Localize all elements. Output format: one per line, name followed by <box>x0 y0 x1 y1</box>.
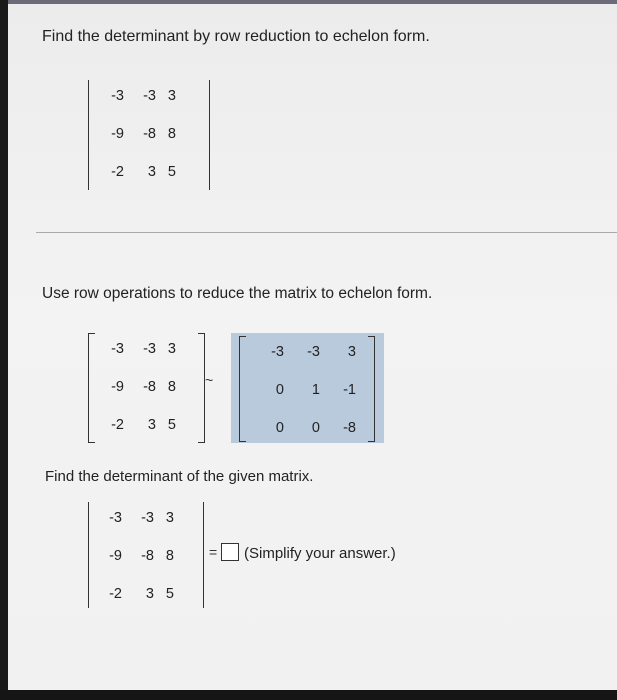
matrix-cell: -3 <box>143 341 156 357</box>
answer-hint: (Simplify your answer.) <box>244 545 396 562</box>
matrix-cell: -8 <box>143 379 156 395</box>
matrix-cell: 3 <box>167 88 176 104</box>
matrix-cell: 5 <box>167 164 176 180</box>
echelon-cell[interactable]: 1 <box>311 382 320 398</box>
matrix-grid-1 <box>98 77 176 191</box>
matrix-cell: 8 <box>165 548 174 564</box>
bottom-edge <box>0 690 617 700</box>
echelon-cell[interactable]: -8 <box>343 420 356 436</box>
top-bar <box>8 0 617 4</box>
matrix-bracket-right <box>198 333 205 443</box>
echelon-cell[interactable]: 0 <box>311 420 320 436</box>
matrix-cell: -2 <box>109 586 122 602</box>
matrix-cell: 8 <box>167 126 176 142</box>
matrix-cell: -8 <box>141 548 154 564</box>
matrix-cell: 5 <box>167 417 176 433</box>
matrix-cell: -3 <box>141 510 154 526</box>
echelon-cell[interactable]: -1 <box>343 382 356 398</box>
echelon-cell[interactable]: -3 <box>307 344 320 360</box>
step2-instruction: Find the determinant of the given matrix. <box>45 468 314 485</box>
problem-title: Find the determinant by row reduction to echelon form. <box>42 28 430 45</box>
row-equivalent-symbol: ~ <box>205 372 214 388</box>
matrix-cell: 5 <box>165 586 174 602</box>
step1-instruction: Use row operations to reduce the matrix to echelon form. <box>42 285 433 302</box>
echelon-grid <box>248 333 356 447</box>
equals-sign: = <box>209 544 218 560</box>
echelon-cell[interactable]: 3 <box>347 344 356 360</box>
determinant-answer-input[interactable] <box>221 543 239 561</box>
matrix-cell: -3 <box>109 510 122 526</box>
matrix-cell: 3 <box>167 341 176 357</box>
matrix-cell: -3 <box>143 88 156 104</box>
matrix-cell: 3 <box>147 164 156 180</box>
matrix-cell: -8 <box>143 126 156 142</box>
matrix-cell: 3 <box>145 586 154 602</box>
matrix-grid-3 <box>96 499 174 613</box>
problem-page <box>8 0 617 690</box>
matrix-cell: -3 <box>111 341 124 357</box>
matrix-cell: -9 <box>111 126 124 142</box>
matrix-cell: -9 <box>109 548 122 564</box>
echelon-cell[interactable]: -3 <box>271 344 284 360</box>
echelon-cell[interactable]: 0 <box>275 382 284 398</box>
matrix-cell: 3 <box>165 510 174 526</box>
matrix-bracket-left <box>88 333 95 443</box>
matrix-cell: -9 <box>111 379 124 395</box>
matrix-grid-2 <box>98 330 176 444</box>
matrix-cell: -3 <box>111 88 124 104</box>
echelon-bracket-right <box>368 336 375 442</box>
echelon-bracket-left <box>239 336 246 442</box>
section-divider <box>36 232 617 233</box>
matrix-cell: -2 <box>111 417 124 433</box>
matrix-cell: 8 <box>167 379 176 395</box>
echelon-cell[interactable]: 0 <box>275 420 284 436</box>
matrix-cell: -2 <box>111 164 124 180</box>
matrix-cell: 3 <box>147 417 156 433</box>
